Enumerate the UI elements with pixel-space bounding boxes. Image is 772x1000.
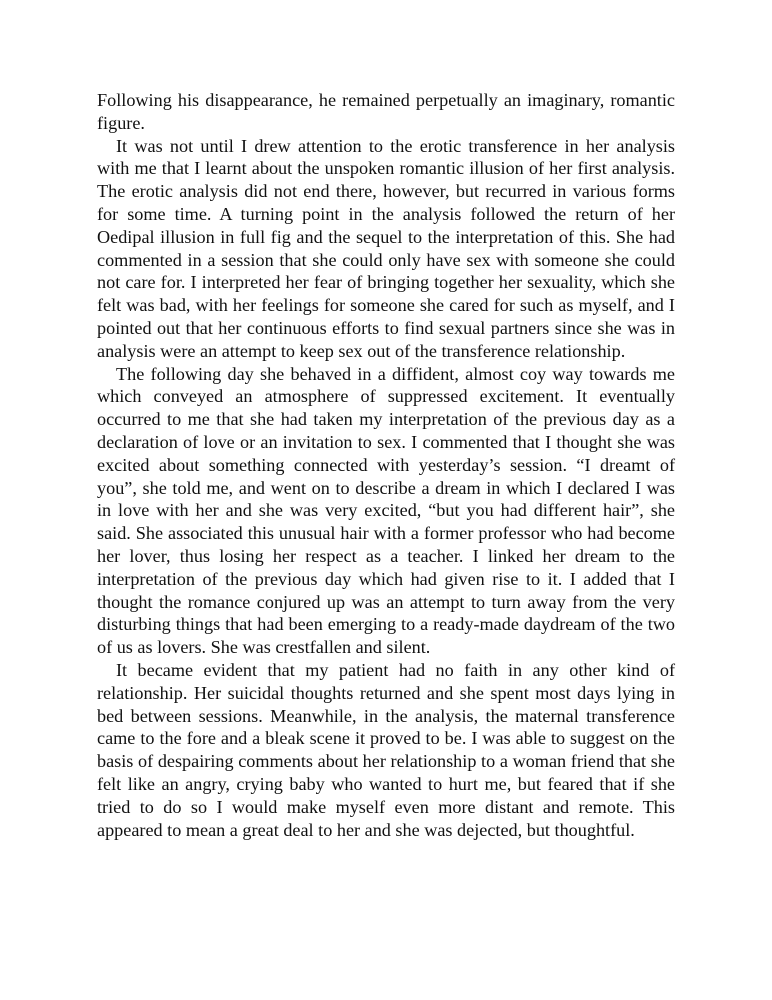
page-body (97, 89, 675, 841)
paragraph-2: It was not until I drew attention to the erotic transference in her analysis with me that I learnt about the unspoken romantic illusion of her first analysis. The erotic analysis did not end there, however, but recurred in various forms for some time. A turning point in the analysis followed the return of her Oedipal illusion in full fig and the sequel to the interpretation of this. She had commented in a session that she could only have sex with someone she could not care for. I interpreted her fear of bringing together her sexuality, which she felt was bad, with her feelings for someone she cared for such as myself, and I pointed out that her continuous efforts to find sexual partners since she was in analysis were an attempt to keep sex out of the transference relationship. (97, 135, 675, 361)
paragraph-1: Following his disappearance, he remained perpetually an imaginary, romantic figure. (97, 90, 675, 133)
paragraph-4: It became evident that my patient had no faith in any other kind of relationship. Her suicidal thoughts returned and she spent most days lying in bed between sessions. Meanwhile, in the analysis, the maternal transference came to the fore and a bleak scene it proved to be. I was able to suggest on the basis of despairing comments about her relationship to a woman friend that she felt like an angry, crying baby who wanted to hurt me, but feared that if she tried to do so I would make myself even more distant and remote. This appeared to mean a great deal to her and she was dejected, but thoughtful. (97, 659, 675, 840)
paragraph-3: The following day she behaved in a diffident, almost coy way towards me which conveyed an atmosphere of suppressed excitement. It eventually occurred to me that she had taken my interpretation of the previous day as a declaration of love or an invitation to sex. I commented that I thought she was excited about something connected with yesterday’s session. “I dreamt of you”, she told me, and went on to describe a dream in which I declared I was in love with her and she was very excited, “but you had different hair”, she said. She associated this unusual hair with a former professor who had become her lover, thus losing her respect as a teacher. I linked her dream to the interpretation of the previous day which had given rise to it. I added that I thought the romance conjured up was an attempt to turn away from the very disturbing things that had been emerging to a ready-made daydream of the two of us as lovers. She was crestfallen and silent. (97, 363, 675, 658)
